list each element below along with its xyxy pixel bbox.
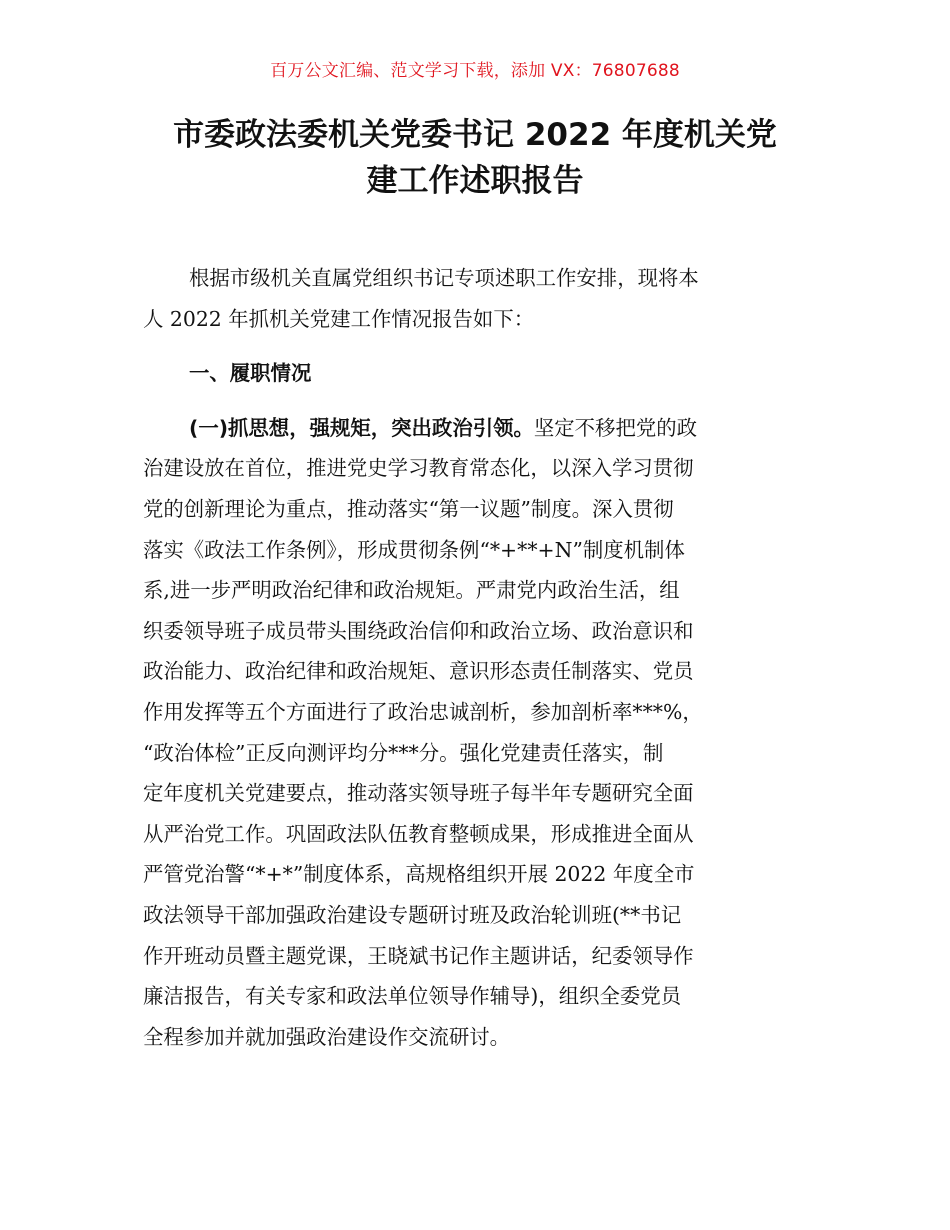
paragraph-line: 治建设放在首位，推进党史学习教育常态化，以深入学习贯彻 <box>143 456 694 481</box>
paragraph-line: “政治体检”正反向测评均分***分。强化党建责任落实，制 <box>143 740 664 765</box>
intro-line: 人 2022 年抓机关党建工作情况报告如下： <box>143 306 535 331</box>
paragraph-line: 政法领导干部加强政治建设专题研讨班及政治轮训班(**书记 <box>143 902 682 927</box>
subsection-lead: (一)抓思想，强规矩，突出政治引领。 <box>189 415 534 440</box>
document-title <box>0 112 950 204</box>
paragraph-line: 全程参加并就加强政治建设作交流研讨。 <box>143 1024 511 1049</box>
intro-line: 根据市级机关直属党组织书记专项述职工作安排，现将本 <box>189 266 699 290</box>
paragraph-line: 系,进一步严明政治纪律和政治规矩。严肃党内政治生活，组 <box>143 578 680 603</box>
paragraph-line: 廉洁报告，有关专家和政法单位领导作辅导)，组织全委党员 <box>143 984 682 1009</box>
paragraph-line: 党的创新理论为重点，推动落实“第一议题”制度。深入贯彻 <box>143 496 674 521</box>
paragraph-line: 织委领导班子成员带头围绕政治信仰和政治立场、政治意识和 <box>143 618 694 643</box>
document-body <box>143 258 823 1057</box>
intro-paragraph <box>143 258 823 339</box>
title-line-2: 建工作述职报告 <box>366 163 584 199</box>
paragraph-first-line <box>143 408 823 449</box>
paragraph-line: 定年度机关党建要点，推动落实领导班子每半年专题研究全面 <box>143 781 694 806</box>
title-line-1: 市委政法委机关党委书记 2022 年度机关党 <box>173 117 777 153</box>
section-heading: 一、履职情况 <box>189 361 312 386</box>
paragraph-text: 坚定不移把党的政 <box>533 415 698 440</box>
paragraph-line: 作用发挥等五个方面进行了政治忠诚剖析，参加剖析率***%， <box>143 699 703 724</box>
subsection-paragraph <box>143 408 823 1058</box>
paragraph-line: 严管党治警“*+*”制度体系，高规格组织开展 2022 年度全市 <box>143 862 695 887</box>
paragraph-line: 政治能力、政治纪律和政治规矩、意识形态责任制落实、党员 <box>143 659 694 684</box>
paragraph-line: 从严治党工作。巩固政法队伍教育整顿成果，形成推进全面从 <box>143 821 694 846</box>
watermark-banner: 百万公文汇编、范文学习下载，添加 VX：76807688 <box>270 61 680 81</box>
paragraph-line: 落实《政法工作条例》，形成贯彻条例“*+**+N”制度机制体 <box>143 537 685 562</box>
paragraph-line: 作开班动员暨主题党课，王晓斌书记作主题讲话，纪委领导作 <box>143 943 694 968</box>
